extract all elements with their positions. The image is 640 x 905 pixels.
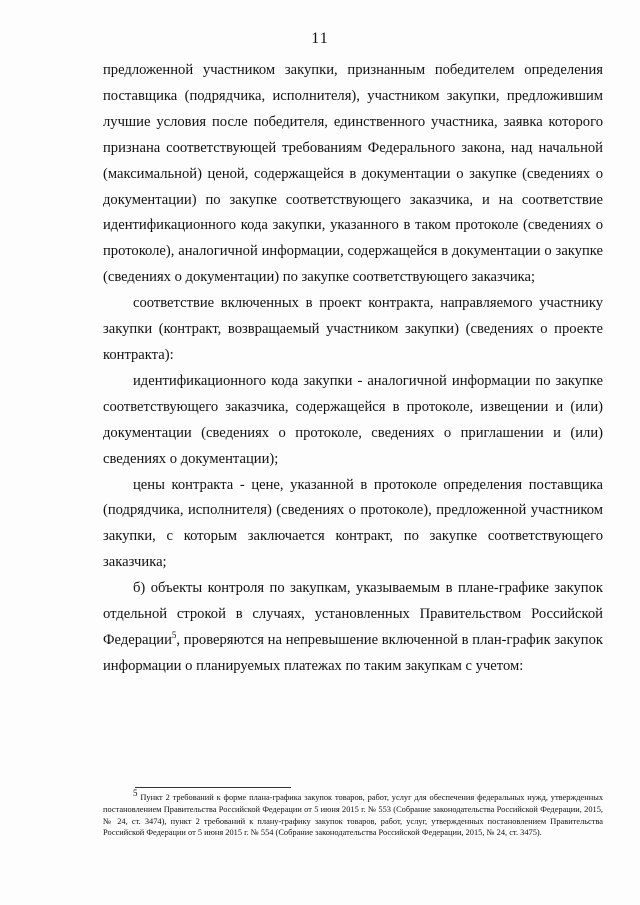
footnote: [103, 788, 604, 839]
footnote-text: Пункт 2 требований к форме плана-графика закупок товаров, работ, услуг для обеспечения федеральных нужд, утвержденных постановлением Правительства Российской Федерации от 5 июня 2015 г. № 553 (Собрание законодательства Российской Федерации, 2015, № 24, ст. 3474), пункт 2 требований к плану-графику закупок товаров, работ, услуг, утвержденных постановлением Правительства Российской Федерации от 5 июня 2015 г. № 554 (Собрание законодательства Российской Федерации, 2015, № 24, ст. 3475).: [103, 793, 604, 838]
footnote-marker: 5: [133, 788, 138, 799]
paragraph-5-text-start: б) объекты контроля по закупкам, указываемым в плане-графике закупок отдельной строкой в случаях, установленных Правительством Российской Федерации: [103, 580, 603, 648]
paragraph-1: предложенной участником закупки, признанным победителем определения поставщика (подрядчика, исполнителя), участником закупки, предложившим лучшие условия после победителя, единственного участника, заявка которого признана соответствующей требованиям Федерального закона, над начальной (максимальной) ценой, содержащейся в документации о закупке (сведениях о документации) по закупке соответствующего заказчика, и на соответствие идентификационного кода закупки, указанного в таком протоколе (сведениях о протоколе), аналогичной информации, содержащейся в документации о закупке (сведениях о документации) по закупке соответствующего заказчика;: [103, 62, 603, 286]
paragraph-5: [103, 576, 603, 680]
body-text: [103, 58, 603, 680]
paragraph-5-text-end: , проверяются на непревышение включенной в план-график закупок информации о планируемых платежах по таким закупкам с учетом:: [103, 631, 603, 674]
paragraph-3: идентификационного кода закупки - аналогичной информации по закупке соответствующего заказчика, содержащейся в протоколе, извещении и (или) документации (сведениях о протоколе, сведениях о приглашении и (или) сведениях о документации);: [103, 372, 603, 467]
page-number: 11: [311, 30, 329, 47]
paragraph-2: соответствие включенных в проект контракта, направляемого участнику закупки (контракт, возвращаемый участником закупки) (сведениях о проекте контракта):: [103, 295, 603, 363]
paragraph-4: цены контракта - цене, указанной в протоколе определения поставщика (подрядчика, исполнителя) (сведениях о протоколе), предложенной участником закупки, с которым заключается контракт, по закупке соответствующего заказчика;: [103, 476, 603, 571]
footnote-separator: [135, 787, 291, 788]
footnote-reference: 5: [171, 630, 177, 641]
